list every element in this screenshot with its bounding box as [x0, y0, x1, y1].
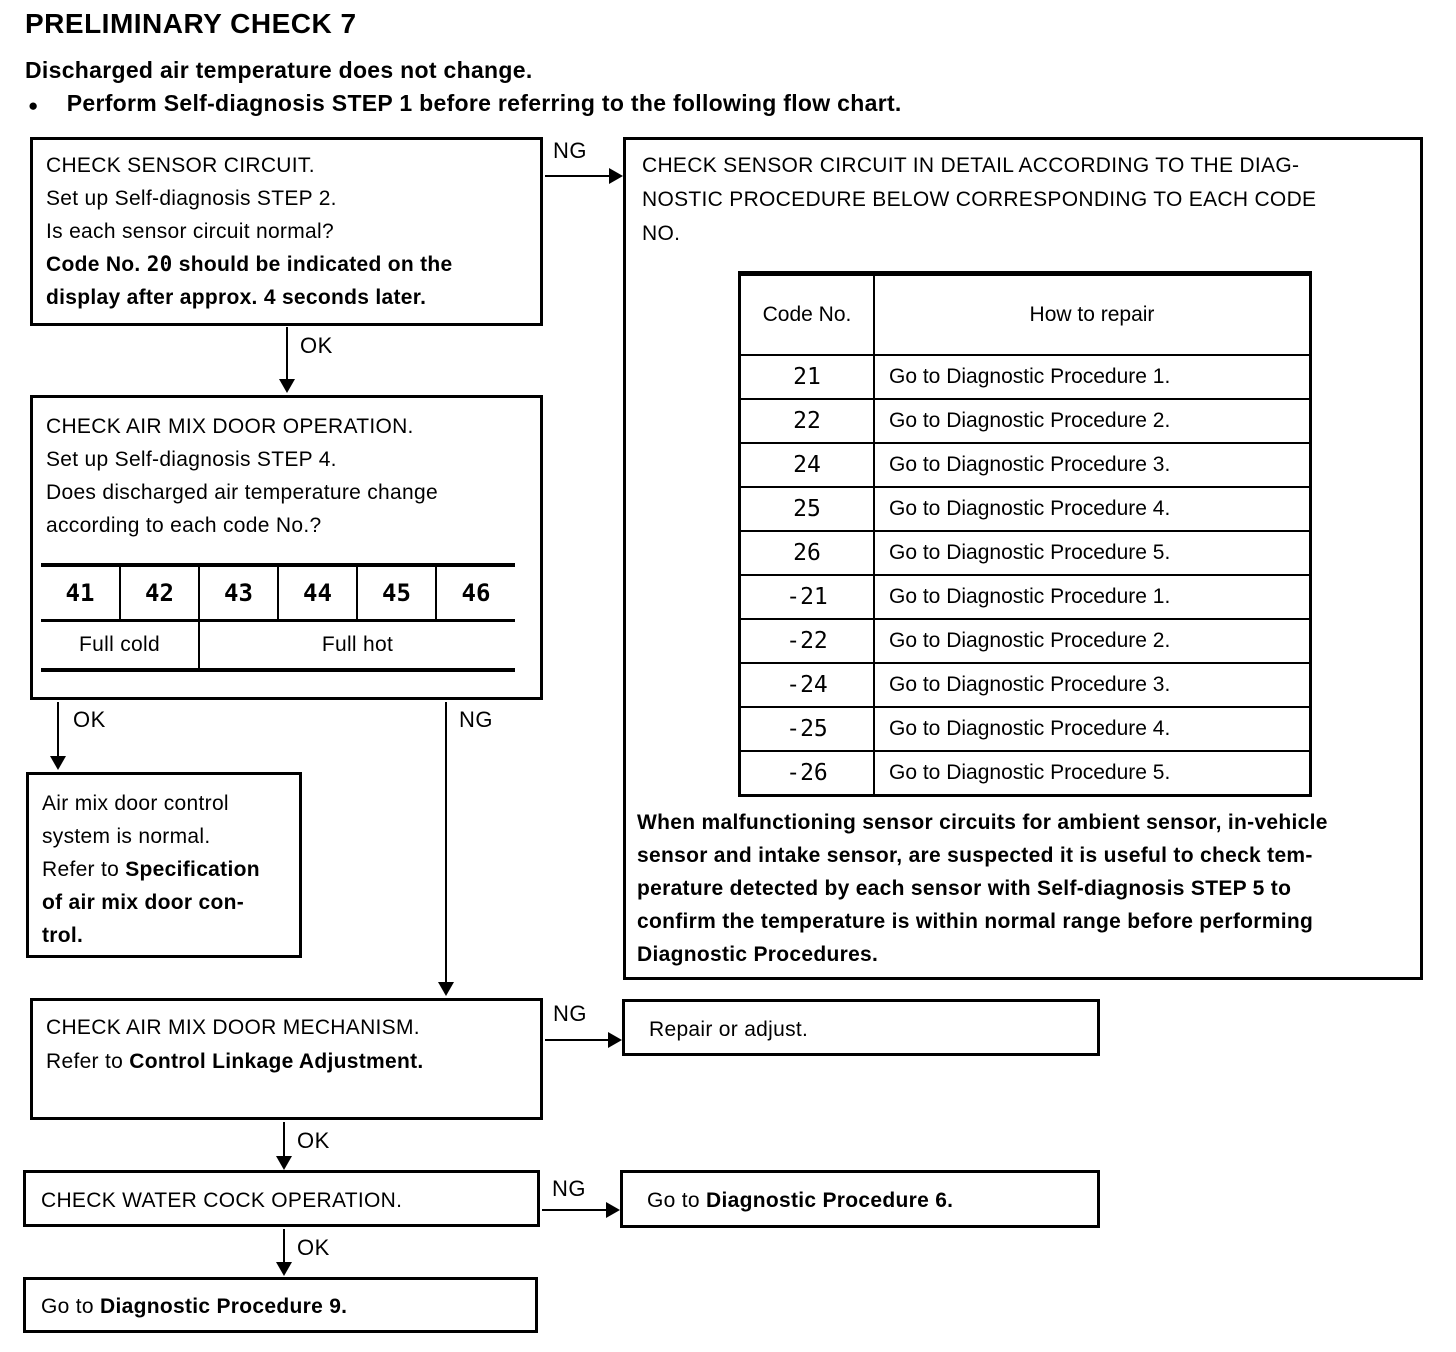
table-row [740, 663, 1311, 707]
ng-label-4: NG [552, 1176, 586, 1201]
code-row [41, 565, 515, 621]
code-cell: 45 [357, 565, 436, 621]
box-line: Set up Self-diagnosis STEP 2. [46, 187, 337, 210]
box-line: Air mix door control [42, 792, 229, 815]
arrow-ok-1-line [286, 327, 288, 381]
code-cell: -24 [740, 663, 875, 707]
note-text: Perform Self-diagnosis STEP 1 before referring to the following flow chart. [66, 90, 902, 116]
arrow-ng-2-line [445, 702, 447, 984]
detail-heading-line: NOSTIC PROCEDURE BELOW CORRESPONDING TO EACH CODE [642, 188, 1317, 211]
full-hot-cell: Full hot [199, 621, 515, 671]
repair-cell: Go to Diagnostic Procedure 2. [874, 399, 1311, 443]
air-mix-normal-box [26, 772, 302, 958]
repair-cell: Go to Diagnostic Procedure 1. [874, 575, 1311, 619]
check-water-cock-box: CHECK WATER COCK OPERATION. [23, 1170, 540, 1227]
table-row [740, 707, 1311, 751]
code-cell: 26 [740, 531, 875, 575]
repair-cell: Go to Diagnostic Procedure 4. [874, 487, 1311, 531]
repair-or-adjust-box: Repair or adjust. [622, 999, 1100, 1056]
box-line-bold: trol. [42, 924, 84, 947]
sensor-note [637, 806, 1417, 971]
box-line: CHECK SENSOR CIRCUIT. [46, 154, 315, 177]
arrow-ng-1-head [609, 168, 623, 184]
table-row [740, 443, 1311, 487]
box-line: Refer to Specification [42, 858, 260, 881]
box-line: Is each sensor circuit normal? [46, 220, 334, 243]
note-line: Diagnostic Procedures. [637, 943, 879, 966]
table-row [740, 487, 1311, 531]
page-title: PRELIMINARY CHECK 7 [25, 8, 357, 39]
repair-cell: Go to Diagnostic Procedure 1. [874, 355, 1311, 399]
col-header-code: Code No. [740, 274, 875, 356]
code-cell: 44 [278, 565, 357, 621]
box-line-bold: of air mix door con- [42, 891, 245, 914]
box-line: Does discharged air temperature change [46, 481, 438, 504]
bullet-icon: ● [28, 96, 39, 115]
arrow-ok-1-head [279, 379, 295, 393]
note-line: When malfunctioning sensor circuits for ambient sensor, in-vehicle [637, 811, 1328, 834]
arrow-ok-2-line [57, 702, 59, 758]
code-cell: -26 [740, 751, 875, 796]
repair-table [738, 271, 1312, 797]
table-header-row [740, 274, 1311, 356]
box-line: CHECK AIR MIX DOOR MECHANISM. [46, 1016, 420, 1039]
code-cell: -25 [740, 707, 875, 751]
code-temp-table-wrap [41, 563, 515, 672]
box-line: system is normal. [42, 825, 211, 848]
repair-cell: Go to Diagnostic Procedure 4. [874, 707, 1311, 751]
code-cell: 41 [41, 565, 120, 621]
box-line: Set up Self-diagnosis STEP 4. [46, 448, 337, 471]
seven-segment-code: 20 [146, 252, 173, 276]
arrow-ok-2-head [50, 756, 66, 770]
arrow-ok-4-head [276, 1262, 292, 1276]
code-cell: 25 [740, 487, 875, 531]
goto-procedure-6-box: Go to Diagnostic Procedure 6. [620, 1170, 1100, 1228]
table-row [740, 751, 1311, 796]
code-cell: -22 [740, 619, 875, 663]
code-cell: 21 [740, 355, 875, 399]
ng-label-3: NG [553, 1001, 587, 1026]
arrow-ok-4-line [283, 1229, 285, 1264]
ng-label-2: NG [459, 707, 493, 732]
code-cell: 24 [740, 443, 875, 487]
full-cold-cell: Full cold [79, 633, 160, 656]
table-row [740, 575, 1311, 619]
note-line: perature detected by each sensor with Self-diagnosis STEP 5 to [637, 877, 1292, 900]
arrow-ng-1-line [545, 175, 611, 177]
arrow-ok-3-head [276, 1156, 292, 1170]
col-header-repair: How to repair [874, 274, 1311, 356]
repair-cell: Go to Diagnostic Procedure 5. [874, 751, 1311, 796]
code-cell: 46 [436, 565, 515, 621]
ok-label-1: OK [300, 333, 333, 358]
code-cell: 42 [120, 565, 199, 621]
table-row [740, 619, 1311, 663]
temp-row [41, 621, 515, 671]
table-row [740, 399, 1311, 443]
detail-heading-line: NO. [642, 222, 681, 245]
note-row [28, 90, 902, 117]
ng-label-1: NG [553, 138, 587, 163]
note-line: sensor and intake sensor, are suspected it is useful to check tem- [637, 844, 1313, 867]
code-cell: 22 [740, 399, 875, 443]
table-row [740, 355, 1311, 399]
code-temp-table [41, 563, 515, 672]
box-line-bold: display after approx. 4 seconds later. [46, 286, 427, 309]
goto-procedure-9-box: Go to Diagnostic Procedure 9. [23, 1277, 538, 1333]
detail-heading-line: CHECK SENSOR CIRCUIT IN DETAIL ACCORDING TO THE DIAG- [642, 154, 1300, 177]
arrow-ng-3-line [545, 1039, 610, 1041]
symptom-text: Discharged air temperature does not change. [25, 57, 533, 83]
table-row [740, 531, 1311, 575]
ok-label-4: OK [297, 1235, 330, 1260]
ok-label-2: OK [73, 707, 106, 732]
box-line: Refer to Control Linkage Adjustment. [46, 1050, 424, 1073]
check-air-mix-door-mechanism-box [30, 998, 543, 1120]
arrow-ng-4-head [606, 1202, 620, 1218]
box-line: CHECK AIR MIX DOOR OPERATION. [46, 415, 414, 438]
ok-label-3: OK [297, 1128, 330, 1153]
box-line: according to each code No.? [46, 514, 322, 537]
check-sensor-circuit-box [30, 137, 543, 326]
arrow-ng-3-head [608, 1032, 622, 1048]
arrow-ok-3-line [283, 1122, 285, 1158]
code-cell: -21 [740, 575, 875, 619]
repair-cell: Go to Diagnostic Procedure 5. [874, 531, 1311, 575]
repair-cell: Go to Diagnostic Procedure 2. [874, 619, 1311, 663]
repair-cell: Go to Diagnostic Procedure 3. [874, 443, 1311, 487]
box-line-bold: Code No. 20 should be indicated on the [46, 252, 453, 276]
code-cell: 43 [199, 565, 278, 621]
repair-cell: Go to Diagnostic Procedure 3. [874, 663, 1311, 707]
arrow-ng-2-head [438, 982, 454, 996]
repair-table-wrap [738, 271, 1312, 797]
arrow-ng-4-line [542, 1209, 608, 1211]
note-line: confirm the temperature is within normal range before performing [637, 910, 1314, 933]
